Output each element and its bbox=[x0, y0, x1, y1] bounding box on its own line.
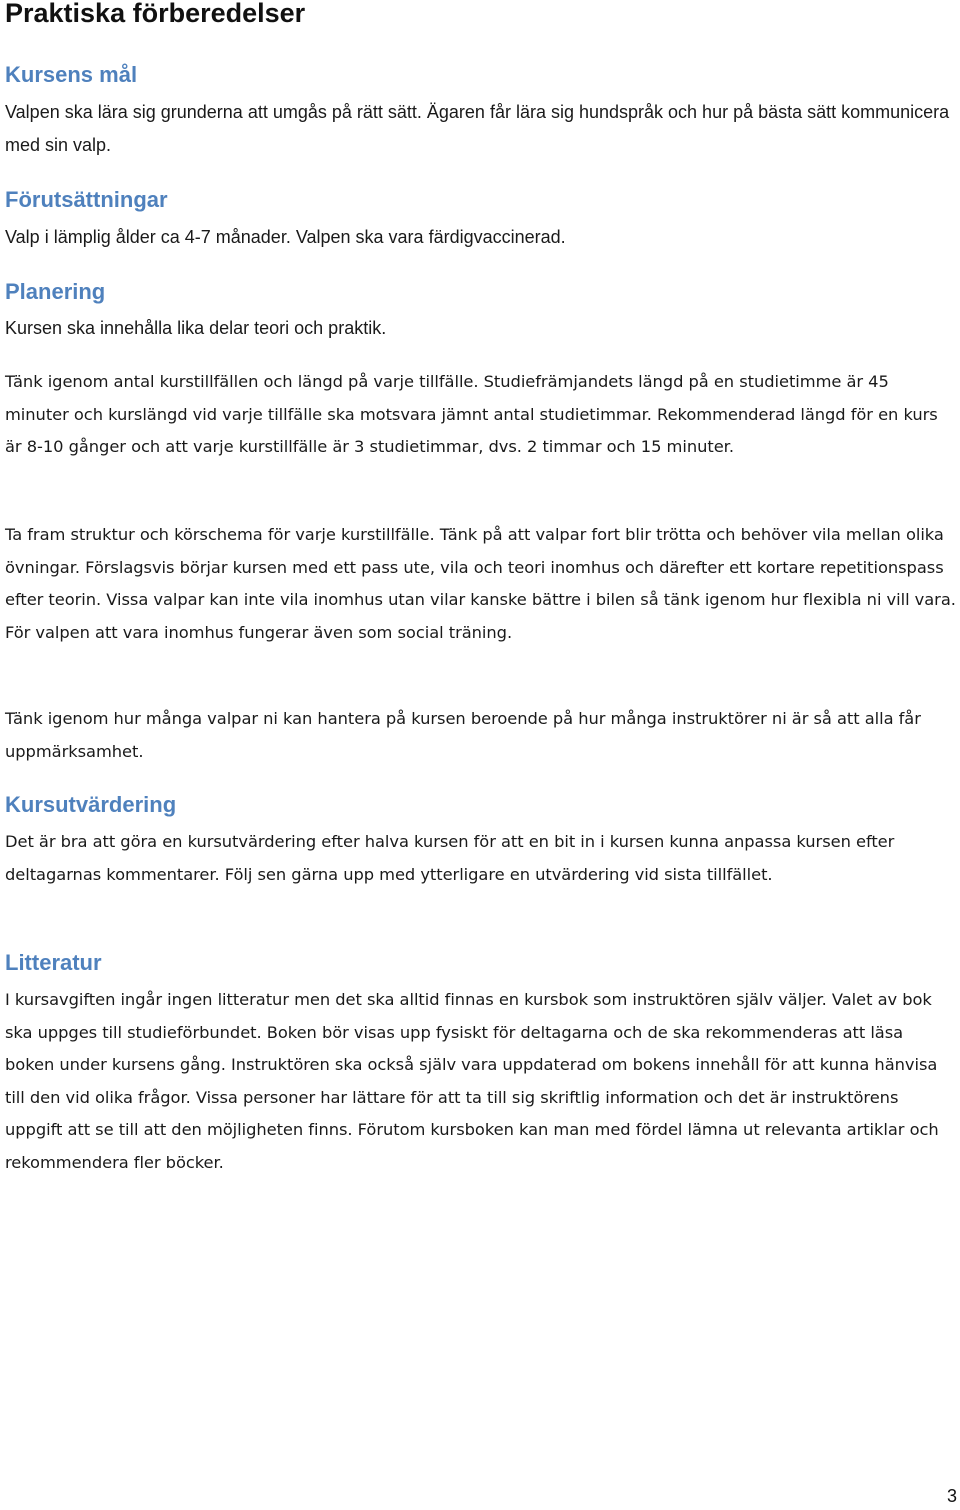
paragraph-litteratur: I kursavgiften ingår ingen litteratur men det ska alltid finnas en kursbok som instruktören själv väljer. Valet av bok ska uppges till studieförbundet. Boken bör visas upp fysiskt för deltagarna och de ska rekommenderas att läsa boken under kursens gång. Instruktören ska också själv vara uppdaterad om bokens innehåll för att kunna hänvisa till den vid olika frågor. Vissa personer har lättare för att ta till sig skriftlig information och det är instruktörens uppgift att se till att den möjligheten finns. Förutom kursboken kan man med fördel lämna ut relevanta artiklar och rekommendera fler böcker. bbox=[5, 990, 939, 1172]
heading-litteratur: Litteratur bbox=[5, 950, 102, 975]
heading-kursutvardering: Kursutvärdering bbox=[5, 792, 177, 817]
heading-planering: Planering bbox=[5, 279, 106, 304]
paragraph-kursens-mal: Valpen ska lära sig grunderna att umgås på rätt sätt. Ägaren får lära sig hundspråk och hur på bästa sätt kommunicera med sin valp. bbox=[5, 102, 950, 155]
paragraph-forutsattningar: Valp i lämplig ålder ca 4-7 månader. Valpen ska vara färdigvaccinerad. bbox=[5, 227, 566, 247]
heading-kursens-mal: Kursens mål bbox=[5, 62, 138, 87]
heading-forutsattningar: Förutsättningar bbox=[5, 187, 168, 212]
paragraph-planering-1: Kursen ska innehålla lika delar teori och praktik. bbox=[5, 318, 387, 338]
paragraph-kursutvardering: Det är bra att göra en kursutvärdering efter halva kursen för att en bit in i kursen kunna anpassa kursen efter deltagarnas kommentarer. Följ sen gärna upp med ytterligare en utvärdering vid sista tillfället. bbox=[5, 832, 895, 884]
paragraph-planering-2: Tänk igenom antal kurstillfällen och längd på varje tillfälle. Studiefrämjandets längd på en studietimme är 45 minuter och kurslängd vid varje tillfälle ska motsvara jämnt antal studietimmar. Rekommenderad längd för en kurs är 8-10 gånger och att varje kurstillfälle är 3 studietimmar, dvs. 2 timmar och 15 minuter. bbox=[5, 372, 938, 456]
paragraph-planering-4: Tänk igenom hur många valpar ni kan hantera på kursen beroende på hur många instruktörer ni är så att alla får uppmärksamhet. bbox=[5, 709, 921, 761]
paragraph-planering-3: Ta fram struktur och körschema för varje kurstillfälle. Tänk på att valpar fort blir trötta och behöver vila mellan olika övningar. Förslagsvis börjar kursen med ett pass ute, vila och teori inomhus och därefter ett kortare repetitionspass efter teorin. Vissa valpar kan inte vila inomhus utan vilar kanske bättre i bilen så tänk igenom hur flexibla ni vill vara. För valpen att vara inomhus fungerar även som social träning. bbox=[5, 525, 956, 642]
page-title: Praktiska förberedelser bbox=[5, 0, 306, 28]
page-number: 3 bbox=[946, 1486, 957, 1506]
